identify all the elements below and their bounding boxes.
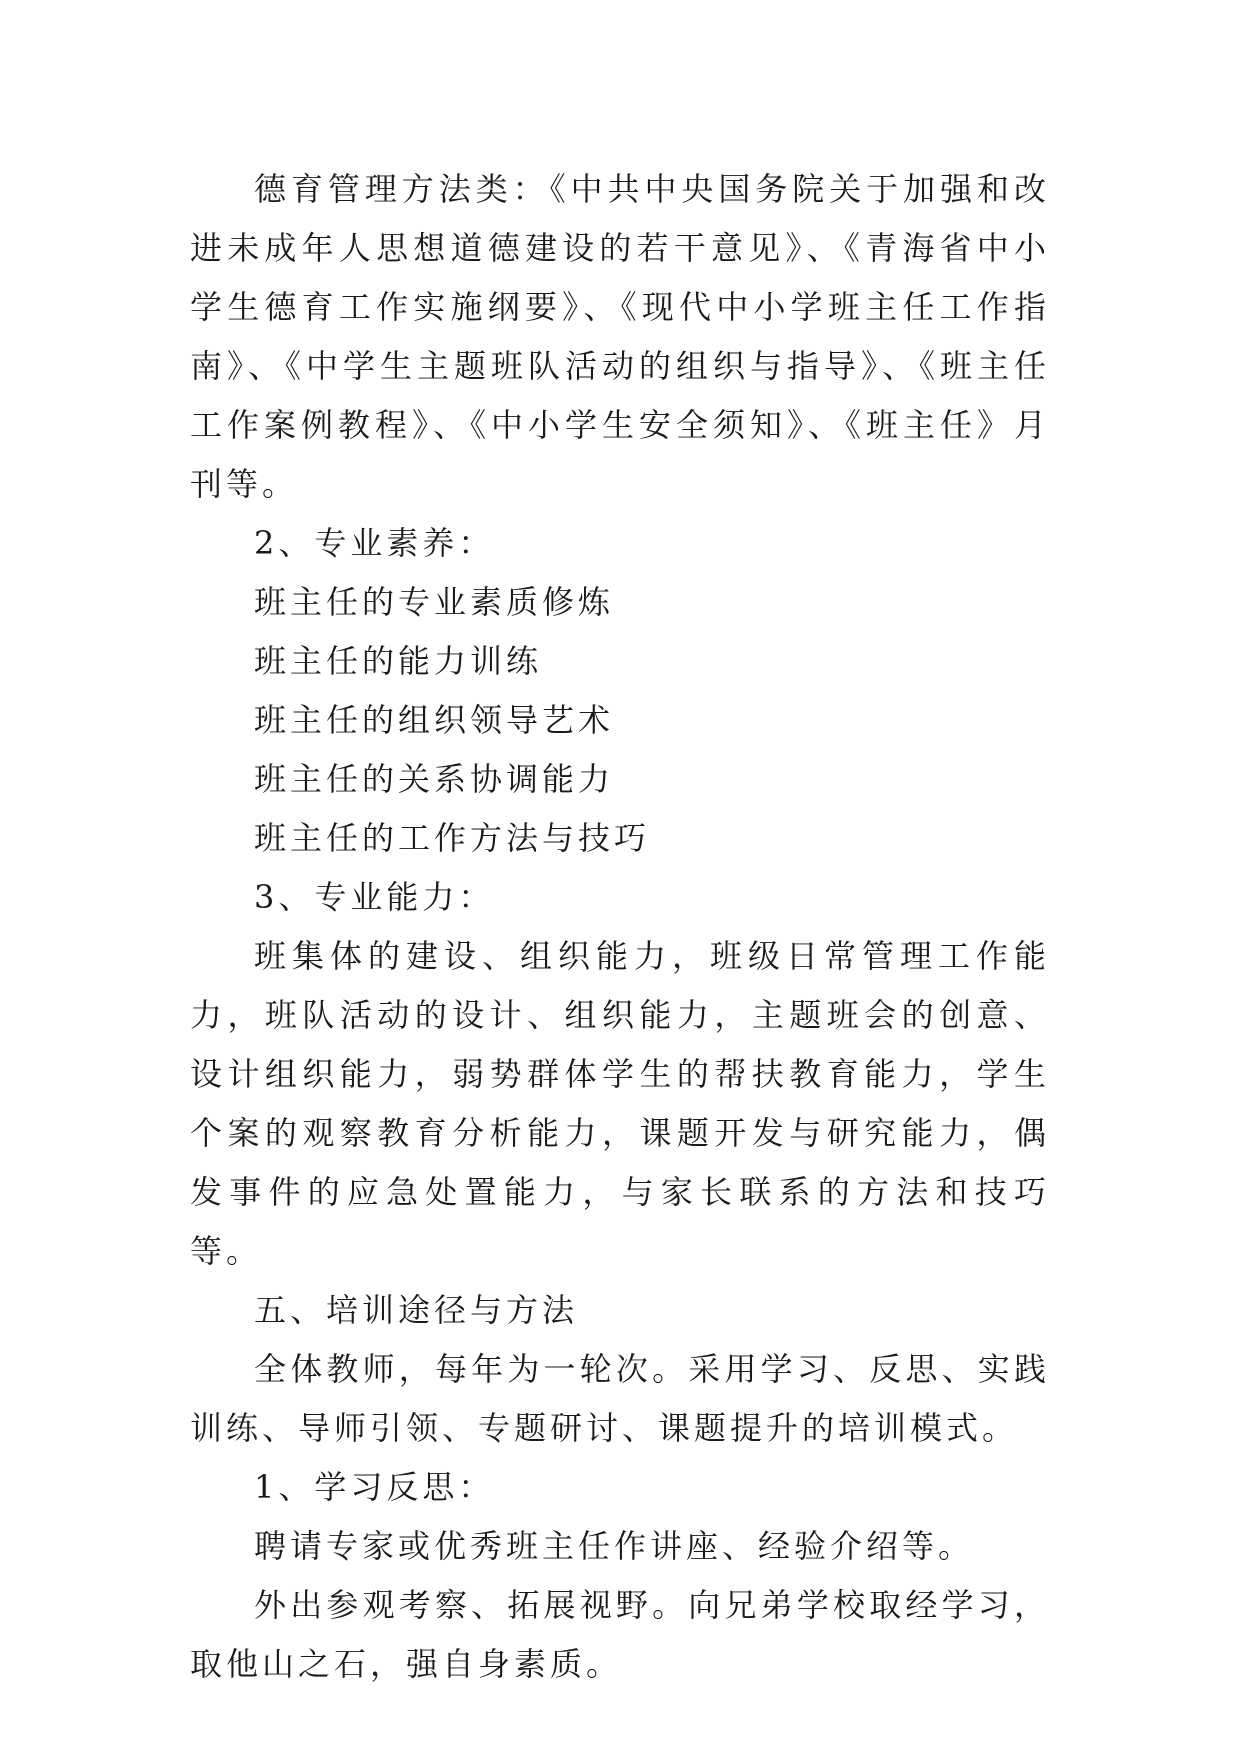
list-item: 班主任的专业素质修炼 (254, 583, 615, 621)
heading-professional-literacy: 2、专业素养： (254, 524, 495, 562)
heading-training-methods: 五、培训途径与方法 (254, 1291, 579, 1329)
paragraph-visits: 外出参观考察、拓展视野。向兄弟学校取经学习，取他山之石，强自身素质。 (190, 1586, 1050, 1683)
list-item: 班主任的工作方法与技巧 (254, 819, 651, 857)
paragraph-training-mode: 全体教师，每年为一轮次。采用学习、反思、实践训练、导师引领、专题研讨、课题提升的培训模式。 (190, 1350, 1050, 1447)
paragraph-abilities: 班集体的建设、组织能力，班级日常管理工作能力，班队活动的设计、组织能力，主题班会的创意、设计组织能力，弱势群体学生的帮扶教育能力，学生个案的观察教育分析能力，课题开发与研究能力，偶发事件的应急处置能力，与家长联系的方法和技巧等。 (190, 937, 1050, 1270)
heading-professional-ability: 3、专业能力： (254, 878, 495, 916)
list-item: 班主任的组织领导艺术 (254, 701, 615, 739)
list-item: 班主任的能力训练 (254, 642, 543, 680)
list-item: 班主任的关系协调能力 (254, 760, 615, 798)
paragraph-lectures: 聘请专家或优秀班主任作讲座、经验介绍等。 (254, 1527, 975, 1565)
paragraph-moral-methods: 德育管理方法类：《中共中央国务院关于加强和改进未成年人思想道德建设的若干意见》、《青海省中小学生德育工作实施纲要》、《现代中小学班主任工作指南》、《中学生主题班队活动的组织与指导》、《班主任工作案例教程》、《中小学生安全须知》、《班主任》月刊等。 (190, 170, 1050, 503)
heading-study-reflection: 1、学习反思： (254, 1468, 495, 1506)
document-body (190, 160, 1050, 1694)
